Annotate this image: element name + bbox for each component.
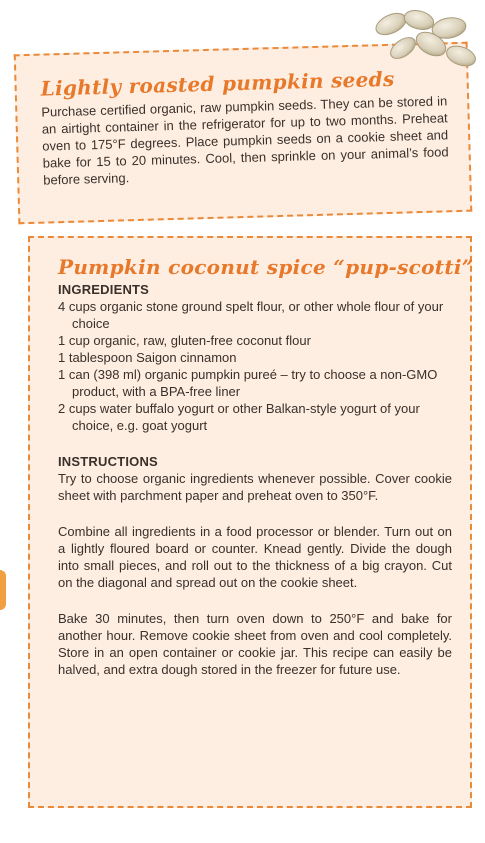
instructions-heading: INSTRUCTIONS: [58, 454, 158, 469]
instruction-paragraph: Bake 30 minutes, then turn oven down to 250°F and bake for another hour. Remove cookie sheet from oven and cool completely. Store in an open container or cookie jar. This recipe can easily be halved, and extra dough stored in the freezer for future use.: [58, 611, 452, 677]
pup-scotti-recipe-card: [28, 236, 472, 808]
ingredients-heading: INGREDIENTS: [58, 282, 150, 297]
seeds-recipe-title: Lightly roasted pumpkin seeds: [40, 66, 395, 101]
edge-decoration: [0, 570, 6, 610]
ingredients-list: [58, 298, 452, 434]
instruction-paragraph: Try to choose organic ingredients whenever possible. Cover cookie sheet with parchment paper and preheat oven to 350°F.: [58, 471, 452, 503]
ingredient-item: 1 cup organic, raw, gluten-free coconut flour: [58, 333, 311, 348]
ingredient-item: 1 tablespoon Saigon cinnamon: [58, 350, 237, 365]
scotti-recipe-title: Pumpkin coconut spice “pup-scotti”: [58, 255, 474, 279]
pumpkin-seeds-icon: [361, 6, 481, 76]
seeds-recipe-body: Purchase certified organic, raw pumpkin seeds. They can be stored in an airtight container in the refrigerator for up to two months. Preheat oven to 175°F degrees. Place pumpkin seeds on a cookie sheet and bake for 15 to 20 minutes. Cool, then sprinkle on your animal’s food before serving.: [41, 93, 449, 188]
ingredient-item: 4 cups organic stone ground spelt flour, or other whole flour of your choice: [58, 299, 444, 331]
instruction-paragraph: Combine all ingredients in a food processor or blender. Turn out on a lightly floured board or counter. Knead gently. Divide the dough into small pieces, and roll out to the thickness of a big crayon. Cut on the diagonal and spread out on the cookie sheet.: [58, 524, 452, 590]
ingredient-item: 2 cups water buffalo yogurt or other Balkan-style yogurt of your choice, e.g. goat yogurt: [58, 401, 420, 433]
ingredient-item: 1 can (398 ml) organic pumpkin pureé – try to choose a non-GMO product, with a BPA-free liner: [58, 367, 438, 399]
